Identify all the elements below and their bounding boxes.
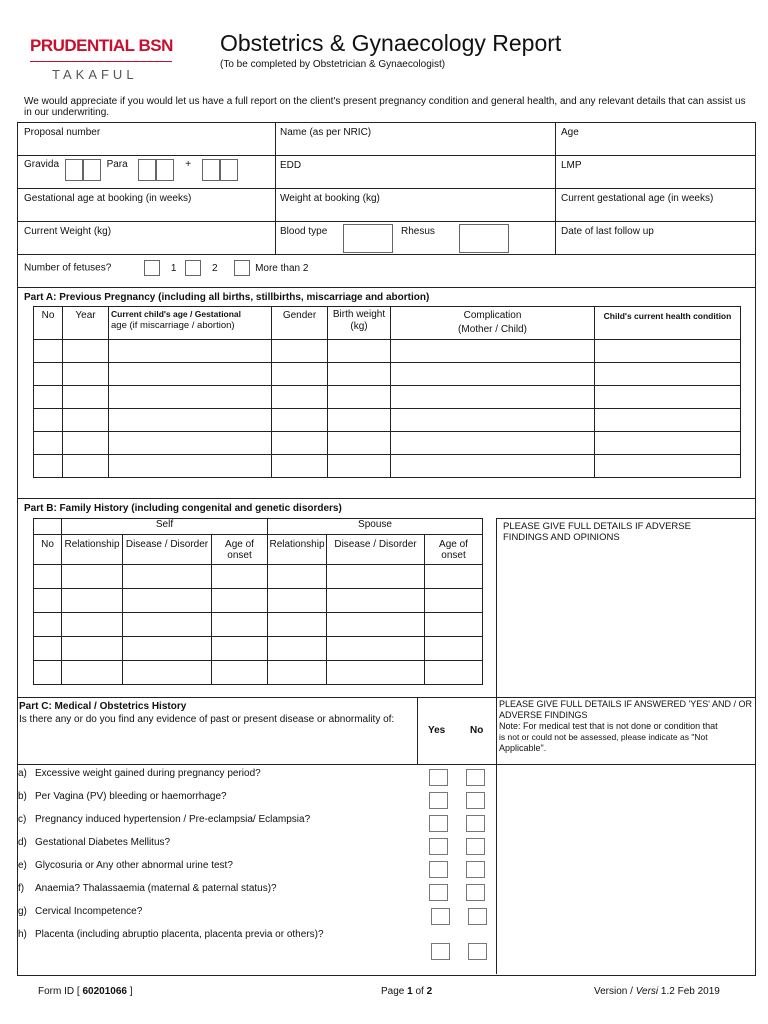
item-letter: b) [18, 791, 27, 802]
blood-type-label: Blood type [280, 226, 328, 237]
col-age-header-line2: age (if miscarriage / abortion) [111, 320, 235, 331]
page-current: 1 [407, 986, 413, 997]
self-onset-header-2: onset [227, 550, 252, 561]
part-c-details-title: PLEASE GIVE FULL DETAILS IF ANSWERED 'YES' AND / OR ADVERSE FINDINGS [499, 699, 753, 720]
item-letter: a) [18, 768, 27, 779]
item-text: Anaemia? Thalassaemia (maternal & paternal status)? [35, 883, 277, 894]
versi-label: Versi [635, 986, 659, 997]
table-row [34, 363, 741, 386]
no-checkbox[interactable] [468, 908, 487, 925]
client-info-table [17, 122, 756, 288]
fetuses-label: Number of fetuses? [24, 262, 112, 274]
logo-subtitle: TAKAFUL [52, 67, 138, 82]
family-details-label: PLEASE GIVE FULL DETAILS IF ADVERSE FINDINGS AND OPINIONS [503, 521, 691, 543]
part-c-details-header [499, 699, 754, 754]
name-label: Name (as per NRIC) [280, 127, 372, 138]
table-row [34, 661, 483, 685]
table-row [34, 613, 483, 637]
yes-checkbox[interactable] [429, 838, 448, 855]
version [594, 986, 720, 997]
item-letter: h) [18, 929, 27, 940]
item-letter: c) [18, 814, 27, 825]
part-a-title: Part A: Previous Pregnancy (including all births, stillbirths, miscarriage and abortion) [24, 292, 430, 303]
page-label: Page [381, 986, 408, 997]
intro-text: We would appreciate if you would let us have a full report on the client's present pregnancy condition and general health, and any relevant details that can assist us in our underwriting. [24, 96, 746, 118]
table-row [34, 589, 483, 613]
spouse-header: Spouse [268, 519, 483, 535]
table-row [34, 455, 741, 478]
no-header: No [470, 725, 484, 736]
col-complication-header: Complication [463, 310, 522, 321]
rhesus-label: Rhesus [401, 226, 435, 237]
self-disease-header: Disease / Disorder [123, 535, 212, 565]
col-age-header-line1: Current child's age / Gestational [111, 309, 242, 319]
list-item [17, 883, 497, 906]
list-item [17, 837, 497, 860]
gestational-age-booking-label: Gestational age at booking (in weeks) [24, 193, 192, 204]
part-c-title: Part C: Medical / Obstetrics History [19, 701, 187, 712]
current-weight-label: Current Weight (kg) [24, 226, 112, 237]
spouse-relationship-header: Relationship [268, 535, 327, 565]
previous-pregnancy-table [33, 306, 741, 478]
form-id-label: Form ID [ [38, 986, 83, 997]
part-b-title: Part B: Family History (including congenital and genetic disorders) [24, 503, 342, 514]
item-letter: g) [18, 906, 27, 917]
blood-type-input[interactable] [343, 224, 393, 253]
gravida-input[interactable] [65, 159, 83, 181]
self-relationship-header: Relationship [62, 535, 123, 565]
list-item [17, 906, 497, 929]
page-subtitle: (To be completed by Obstetrician & Gynaecologist) [220, 59, 446, 70]
col-complication-sub: (Mother / Child) [458, 324, 527, 335]
page-number [381, 986, 432, 997]
para-input[interactable] [138, 159, 156, 181]
page-total: 2 [426, 986, 433, 997]
fetus-1-checkbox[interactable] [144, 260, 160, 276]
yes-checkbox[interactable] [429, 792, 448, 809]
item-text: Cervical Incompetence? [35, 906, 143, 917]
col-gender-header: Gender [272, 307, 328, 340]
list-item [17, 768, 497, 791]
yes-checkbox[interactable] [429, 769, 448, 786]
item-text: Gestational Diabetes Mellitus? [35, 837, 171, 848]
item-letter: f) [18, 883, 25, 894]
part-c-note-line2: is not or could not be assessed, please indicate as "Not [499, 732, 708, 742]
proposal-number-label: Proposal number [24, 127, 101, 138]
para-input-2[interactable] [156, 159, 174, 181]
no-checkbox[interactable] [466, 884, 485, 901]
col-birth-weight-header: Birth weight [332, 309, 386, 320]
no-checkbox[interactable] [466, 815, 485, 832]
list-item [17, 814, 497, 837]
table-row [34, 409, 741, 432]
item-text: Excessive weight gained during pregnancy period? [35, 768, 261, 779]
table-row [34, 565, 483, 589]
gravida-label: Gravida [24, 159, 60, 170]
item-letter: e) [18, 860, 27, 871]
page-of: of [412, 986, 427, 997]
item-text: Per Vagina (PV) bleeding or haemorrhage? [35, 791, 227, 802]
version-value: 1.2 Feb 2019 [658, 986, 720, 997]
logo-divider [30, 61, 172, 62]
gravida-input-2[interactable] [83, 159, 101, 181]
last-follow-up-label: Date of last follow up [561, 226, 654, 237]
family-no-header: No [34, 535, 62, 565]
list-item [17, 929, 497, 969]
table-row [34, 386, 741, 409]
no-checkbox[interactable] [466, 792, 485, 809]
family-details-box[interactable] [496, 518, 755, 698]
list-item [17, 791, 497, 814]
plus-input[interactable] [202, 159, 220, 181]
version-label: Version / [594, 986, 636, 997]
fetus-1-label: 1 [170, 262, 177, 274]
edd-label: EDD [280, 160, 302, 171]
item-text: Placenta (including abruptio placenta, placenta previa or others)? [35, 929, 324, 940]
list-item [17, 860, 497, 883]
part-c-question: Is there any or do you find any evidence of past or present disease or abnormality of: [19, 714, 395, 725]
yes-checkbox[interactable] [431, 943, 450, 960]
para-label: Para [106, 159, 128, 170]
yes-checkbox[interactable] [429, 815, 448, 832]
col-year-header: Year [63, 307, 109, 340]
table-row [34, 432, 741, 455]
fetus-more-label: More than 2 [255, 262, 309, 274]
no-checkbox[interactable] [468, 943, 487, 960]
weight-booking-label: Weight at booking (kg) [280, 193, 380, 204]
table-row [34, 637, 483, 661]
item-text: Glycosuria or Any other abnormal urine test? [35, 860, 233, 871]
yes-checkbox[interactable] [429, 861, 448, 878]
plus-label: + [185, 159, 192, 170]
family-history-table [33, 518, 483, 685]
fetus-2-label: 2 [211, 262, 218, 274]
col-no-header: No [34, 307, 63, 340]
yes-header: Yes [428, 725, 446, 736]
fetus-more-checkbox[interactable] [234, 260, 250, 276]
spouse-disease-header: Disease / Disorder [327, 535, 425, 565]
yes-checkbox[interactable] [429, 884, 448, 901]
lmp-label: LMP [561, 160, 582, 171]
table-row [34, 340, 741, 363]
part-c-note-line1: Note: For medical test that is not done or condition that [499, 721, 718, 731]
plus-input-2[interactable] [220, 159, 238, 181]
item-letter: d) [18, 837, 27, 848]
form-id-value: 60201066 [82, 986, 127, 997]
no-checkbox[interactable] [466, 861, 485, 878]
item-text: Pregnancy induced hypertension / Pre-eclampsia/ Eclampsia? [35, 814, 311, 825]
rhesus-input[interactable] [459, 224, 509, 253]
fetus-2-checkbox[interactable] [185, 260, 201, 276]
yes-checkbox[interactable] [431, 908, 450, 925]
part-c-details-area[interactable] [497, 765, 754, 974]
no-checkbox[interactable] [466, 838, 485, 855]
company-logo: PRUDENTIAL BSN [30, 36, 173, 55]
no-checkbox[interactable] [466, 769, 485, 786]
age-label: Age [561, 127, 579, 138]
self-onset-header: Age of [225, 539, 254, 550]
col-birth-weight-unit: (kg) [350, 321, 368, 332]
self-header: Self [62, 519, 268, 535]
spouse-onset-header-2: onset [441, 550, 466, 561]
current-gestational-age-label: Current gestational age (in weeks) [561, 193, 714, 204]
part-c-note-line3: Applicable". [499, 743, 547, 753]
spouse-onset-header: Age of [439, 539, 468, 550]
col-health-header: Child's current health condition [595, 307, 741, 340]
form-id-end: ] [126, 986, 133, 997]
form-id [38, 986, 133, 997]
page-title: Obstetrics & Gynaecology Report [220, 30, 562, 56]
